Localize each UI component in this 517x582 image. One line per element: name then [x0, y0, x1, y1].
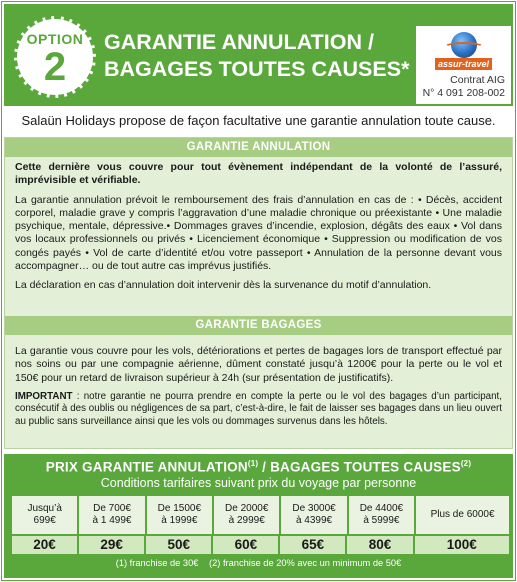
option-label: OPTION	[26, 31, 84, 47]
intro-text: Salaün Holidays propose de façon facultative une garantie annulation toute cause.	[21, 113, 496, 128]
tier-price: 29€	[79, 536, 144, 554]
contract-info	[416, 74, 505, 100]
pricing-title-part1: PRIX GARANTIE ANNULATION	[45, 459, 248, 475]
insurer-logo	[416, 26, 511, 104]
tier-range: De 1500€ à 1999€	[147, 496, 212, 534]
pricing-footnotes	[4, 558, 513, 568]
title-line-1: GARANTIE ANNULATION /	[104, 30, 374, 54]
option-badge	[14, 16, 96, 98]
tier-price: 60€	[213, 536, 278, 554]
contract-line-2: N° 4 091 208-002	[422, 87, 505, 99]
tier-price: 100€	[415, 536, 509, 554]
annulation-heading: GARANTIE ANNULATION	[5, 138, 512, 157]
tier-range: Plus de 6000€	[416, 496, 509, 534]
important-text: : notre garantie ne pourra prendre en compte la perte ou le vol des bagages d’un participant, consécutif à des oublis ou négligences de sa part, c’est-à-dire, le fait de laisser ses bagages dans un lieu ouvert au public sans surveillance ainsi que les vols ou dommages survenus dans les hôtels.	[15, 390, 502, 427]
pricing-title-part2: / BAGAGES TOUTES CAUSES	[258, 459, 461, 475]
tier-range: De 2000€ à 2999€	[214, 496, 279, 534]
bagages-section	[5, 316, 512, 428]
logo-text: assur-travel	[435, 58, 492, 70]
header-banner	[4, 4, 513, 106]
pricing-title	[4, 459, 513, 475]
bagages-heading: GARANTIE BAGAGES	[5, 316, 512, 335]
annulation-section	[5, 138, 512, 293]
price-value-row	[12, 536, 509, 554]
bagages-body: La garantie vous couvre pour les vols, détériorations et pertes de bagages lors de transport effectué par nos soins ou par une compagnie aérienne, dûment constaté jusqu’à 1200€ pour la perte ou le vol et 150€ pour un retard de livraison supérieur à 24h (sur présentation de justificatifs).	[15, 345, 502, 384]
annulation-body: La garantie annulation prévoit le remboursement des frais d’annulation en cas de : • Décès, accident corporel, maladie grave y compris l’aggravation d’une maladie chronique ou préexistante • Une maladie psychique, mentale, dépressive.• Dommages graves d’incendie, explosion, dégâts des eaux • Vol dans vos locaux professionnels ou privés • Licenciement économique • Suppression ou modification de vos congés payés • Vol de carte d’identité et/ou votre passeport • Annulation de la personne devant vous accompagner… ou de tout autre cas imprévus justifiés.	[15, 193, 502, 273]
tier-price: 50€	[146, 536, 211, 554]
annulation-declaration: La déclaration en cas d’annulation doit intervenir dès la survenance du motif d’annulation.	[15, 279, 432, 292]
price-tier-row	[12, 496, 509, 534]
tier-range: De 700€ à 1 499€	[79, 496, 144, 534]
tier-range: Jusqu’à 699€	[12, 496, 77, 534]
pricing-panel	[4, 454, 513, 578]
tier-price: 65€	[280, 536, 345, 554]
footnote-2: (2) franchise de 20% avec un minimum de 50€	[209, 558, 402, 568]
swoosh-icon	[444, 42, 484, 52]
coverage-panel	[4, 137, 513, 449]
bagages-important	[5, 391, 512, 429]
tier-range: De 4400€ à 5999€	[349, 496, 414, 534]
footnote-ref-1: (1)	[247, 459, 259, 468]
pricing-subtitle: Conditions tarifaires suivant prix du voyage par personne	[100, 476, 417, 490]
footnote-1: (1) franchise de 30€	[115, 558, 199, 568]
tier-range: De 3000€ à 4399€	[281, 496, 346, 534]
tier-price: 80€	[347, 536, 412, 554]
footnote-ref-2: (2)	[460, 459, 472, 468]
page-title	[104, 29, 414, 83]
option-number: 2	[43, 45, 67, 89]
tier-price: 20€	[12, 536, 77, 554]
important-label: IMPORTANT	[15, 390, 73, 402]
contract-line-1: Contrat AIG	[450, 74, 505, 86]
title-line-2: BAGAGES TOUTES CAUSES*	[104, 57, 410, 81]
annulation-lead: Cette dernière vous couvre pour tout évènement indépendant de la volonté de l’assuré, imprévisible et vérifiable.	[15, 161, 502, 187]
